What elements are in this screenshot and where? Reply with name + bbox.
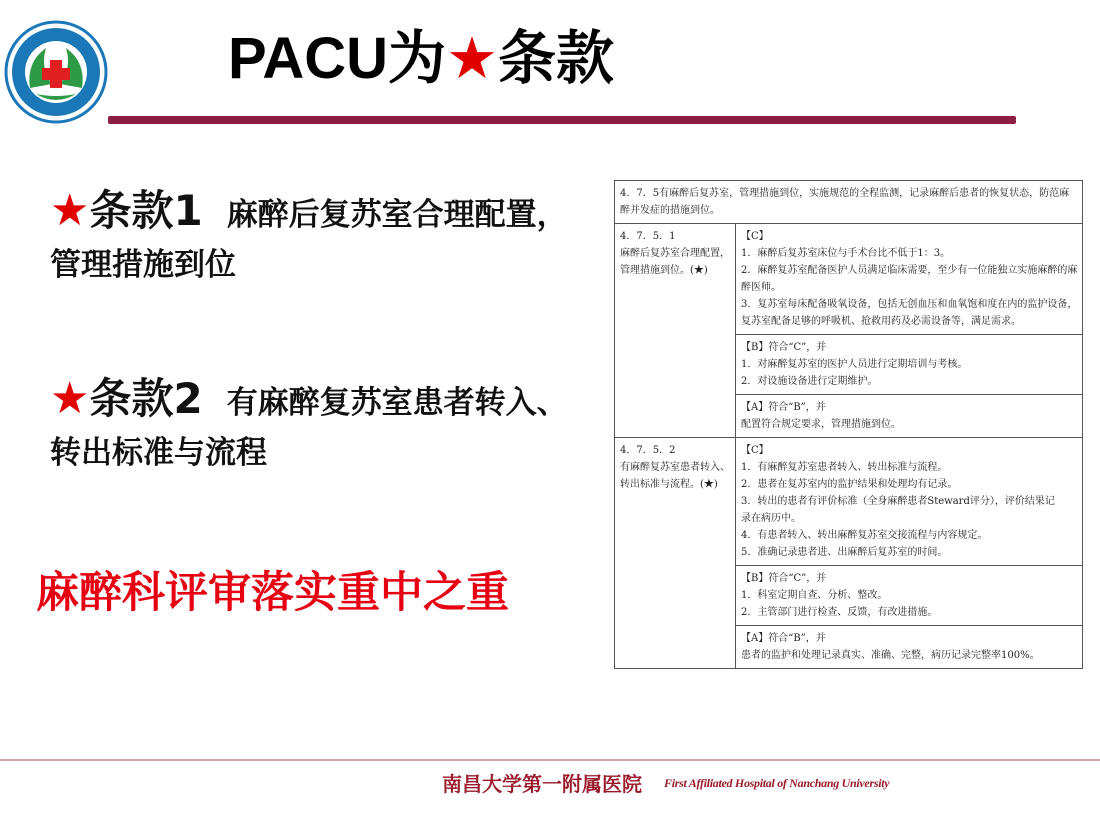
clause-2-heading: 条款2 [89,374,203,423]
clause-1-star-icon: ★ [50,185,90,236]
page-title [228,26,615,91]
title-star-icon: ★ [446,26,499,91]
footer-hospital-name-en: First Affiliated Hospital of Nanchang University [664,776,890,790]
table-line: 配置符合规定要求，管理措施到位。 [741,419,901,430]
table-line: 4．有患者转入、转出麻醉复苏室交接流程与内容规定。 [741,530,988,541]
table-line: 录在病历中。 [741,513,801,524]
standard-item-cell [615,438,736,669]
table-line: 2．麻醉复苏室配备医护人员满足临床需要，至少有一位能独立实施麻醉的麻 [741,265,1078,276]
table-line: 醉医师。 [741,282,781,293]
title-divider [108,116,1016,124]
table-line: 4．7．5．2 [620,445,676,456]
standard-level-cell [736,566,1083,626]
hospital-emblem-icon [0,18,112,126]
table-line: 麻醉后复苏室合理配置， [620,248,730,259]
table-line: 2．患者在复苏室内的监护结果和处理均有记录。 [741,479,958,490]
table-line: 转出标准与流程。(★) [620,479,718,490]
clause-1 [50,186,580,290]
table-line: 2．对设施设备进行定期维护。 [741,376,878,387]
title-suffix: 条款 [498,26,615,91]
table-row [615,224,1083,335]
table-line: 管理措施到位。(★) [620,265,708,276]
clause-1-text: 麻醉后复苏室合理配置，管理措施到位 [50,197,568,283]
table-line: 【C】 [741,445,769,456]
standard-level-cell [736,395,1083,438]
table-line: 3．复苏室每床配备吸氧设备，包括无创血压和血氧饱和度在内的监护设备， [741,299,1078,310]
title-prefix: PACU为 [228,26,447,91]
standard-item-cell [615,224,736,438]
clause-2-text: 有麻醉复苏室患者转入、 转出标准与流程 [50,385,568,471]
table-line: 5．准确记录患者进、出麻醉后复苏室的时间。 [741,547,948,558]
table-line: 3．转出的患者有评价标准（全身麻醉患者Steward评分），评价结果记 [741,496,1055,507]
standard-level-cell [736,335,1083,395]
table-line: 1．麻醉后复苏室床位与手术台比不低于1：3。 [741,248,951,259]
table-line: 【A】符合“B”，并 [741,402,826,413]
table-line: 1．科室定期自查、分析、整改。 [741,590,888,601]
clause-1-heading: 条款1 [89,186,203,235]
table-line: 2．主管部门进行检查、反馈，有改进措施。 [741,607,938,618]
table-line: 1．对麻醉复苏室的医护人员进行定期培训与考核。 [741,359,968,370]
table-line: 【B】符合“C”，并 [741,573,827,584]
standard-level-cell [736,626,1083,669]
standard-table [614,180,1083,669]
table-line: 患者的监护和处理记录真实、准确、完整，病历记录完整率100%。 [741,650,1040,661]
table-line: 复苏室配备足够的呼吸机、抢救用药及必需设备等，满足需求。 [741,316,1021,327]
table-line: 4．7．5．1 [620,231,676,242]
clause-2 [50,374,580,478]
clause-2-star-icon: ★ [50,373,90,424]
table-line: 【A】符合“B”，并 [741,633,826,644]
table-row [615,438,1083,566]
table-row [615,181,1083,224]
footer-divider [0,759,1100,761]
emphasis-text: 麻醉科评审落实重中之重 [36,568,509,618]
footer-hospital-name: 南昌大学第一附属医院 [442,772,642,796]
table-line: 【B】符合“C”，并 [741,342,827,353]
standard-level-cell [736,438,1083,566]
table-line: 1．有麻醉复苏室患者转入、转出标准与流程。 [741,462,948,473]
standard-level-cell [736,224,1083,335]
table-header-cell: 4．7．5有麻醉后复苏室，管理措施到位，实施规范的全程监测，记录麻醉后患者的恢复状态，防范麻醉并发症的措施到位。 [615,181,1083,224]
table-line: 【C】 [741,231,769,242]
table-line: 有麻醉复苏室患者转入、 [620,462,730,473]
